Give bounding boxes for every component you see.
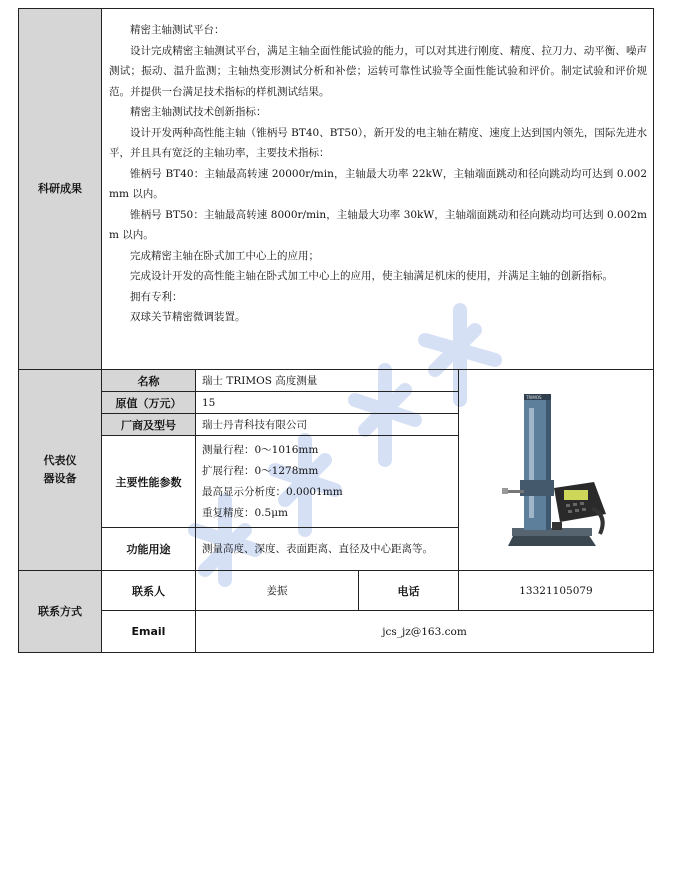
contact-phone: 13321105079 <box>459 571 654 611</box>
maker-label: 厂商及型号 <box>102 414 196 436</box>
research-paragraph: 精密主轴测试技术创新指标： <box>130 106 267 118</box>
params-label: 主要性能参数 <box>102 436 196 528</box>
instrument-params <box>196 436 459 528</box>
instrument-value: 15 <box>196 392 459 414</box>
research-paragraph: 双球关节精密微调装置。 <box>130 311 246 323</box>
research-paragraph: 锥柄号 BT40：主轴最高转速 20000r/min，主轴最大功率 22kW，主轴端面跳动和径向跳动均可达到 0.002mm 以内。 <box>109 167 647 200</box>
contact-email: jcs_jz@163.com <box>196 611 654 653</box>
svg-text:TRIMOS: TRIMOS <box>526 394 542 400</box>
instrument-photo <box>459 370 654 571</box>
instrument-label-text: 代表仪器设备 <box>43 454 77 485</box>
param-item: 最高显示分析度：0.0001mm <box>202 485 343 498</box>
contact-label: 联系方式 <box>19 571 102 653</box>
instrument-function: 测量高度、深度、表面距离、直径及中心距离等。 <box>196 528 459 571</box>
function-label: 功能用途 <box>102 528 196 571</box>
contact-person-row <box>19 571 654 611</box>
height-gauge-image <box>496 388 616 553</box>
research-paragraph: 拥有专利： <box>130 290 183 303</box>
contact-person: 姜振 <box>196 571 359 611</box>
instrument-name: 瑞士 TRIMOS 高度测量 <box>196 370 459 392</box>
research-label: 科研成果 <box>19 9 102 370</box>
research-paragraph: 设计完成精密主轴测试平台，满足主轴全面性能试验的能力，可以对其进行刚度、精度、拉刀力、动平衡、噪声测试；振动、温升监测；主轴热变形测试分析和补偿；运转可靠性试验等全面性能试验和评价。制定试验和评价规范。并提供一台满足技术指标的样机测试结果。 <box>109 44 647 98</box>
contact-email-row <box>19 611 654 653</box>
param-item: 重复精度：0.5μm <box>202 506 288 519</box>
value-label: 原值（万元） <box>102 392 196 414</box>
person-label: 联系人 <box>102 571 196 611</box>
research-paragraph: 精密主轴测试平台： <box>130 24 225 36</box>
phone-label: 电话 <box>359 571 459 611</box>
research-paragraph: 完成设计开发的高性能主轴在卧式加工中心上的应用，使主轴满足机床的使用，并满足主轴的创新指标。 <box>130 270 613 282</box>
research-row <box>19 9 654 370</box>
instrument-maker: 瑞士丹青科技有限公司 <box>196 414 459 436</box>
info-table <box>18 8 654 653</box>
email-label: Email <box>102 611 196 653</box>
research-paragraph: 完成精密主轴在卧式加工中心上的应用； <box>130 249 319 262</box>
research-paragraph: 设计开发两种高性能主轴（锥柄号 BT40、BT50），新开发的电主轴在精度、速度上达到国内领先，国际先进水平，并且具有宽泛的主轴功率，主要技术指标： <box>109 126 647 159</box>
instrument-label <box>19 370 102 571</box>
research-paragraph: 锥柄号 BT50：主轴最高转速 8000r/min，主轴最大功率 30kW，主轴端面跳动和径向跳动均可达到 0.002mm 以内。 <box>109 208 647 241</box>
instrument-name-row <box>19 370 654 392</box>
param-item: 测量行程：0～1016mm <box>202 443 319 456</box>
param-item: 扩展行程：0～1278mm <box>202 464 319 477</box>
name-label: 名称 <box>102 370 196 392</box>
research-content <box>102 9 654 370</box>
